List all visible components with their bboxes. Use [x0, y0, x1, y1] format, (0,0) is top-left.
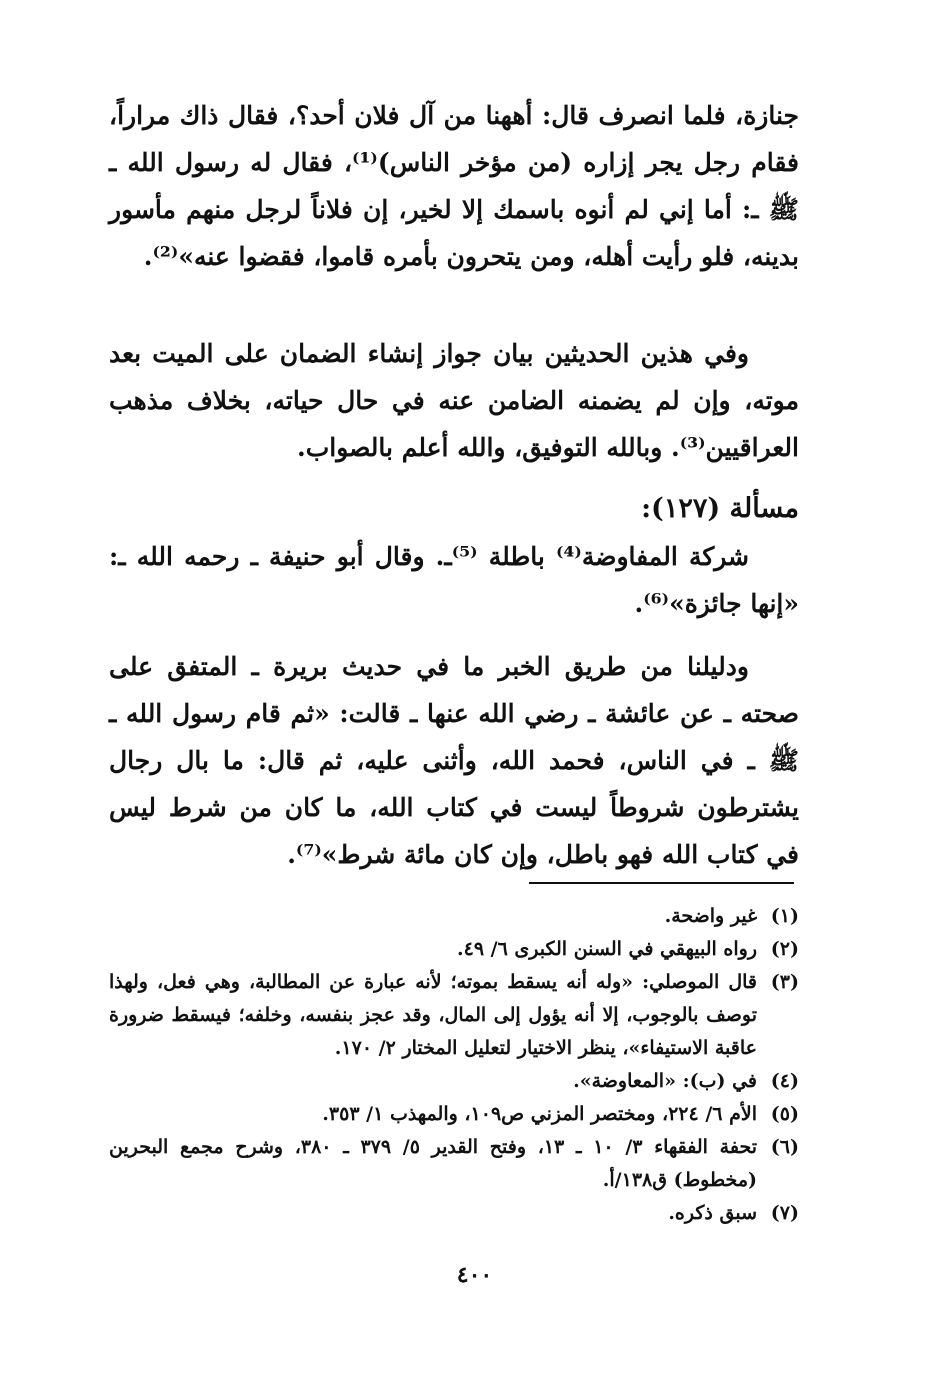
paragraph-commentary: وفي هذين الحديثين بيان جواز إنشاء الضمان على الميت بعد موته، وإن لم يضمنه الضامن عنه في حال حياته، بخلاف مذهب العراقيين⁽³⁾. وبالله التوفيق، والله أعلم بالصواب. [109, 339, 799, 462]
footnote-item [109, 1131, 799, 1197]
footnote-item [109, 1197, 799, 1230]
footnote-item [109, 966, 799, 1065]
footnote-number: (٢) [770, 938, 799, 960]
paragraph-hadith-continuation: جنازة، فلما انصرف قال: أههنا من آل فلان أحد؟، فقال ذاك مراراً، فقام رجل يجر إزاره (من مؤخر الناس)⁽¹⁾، فقال له رسول الله ـ ﷺ ـ: أما إني لم أنوه باسمك إلا لخير، إن فلاناً لرجل منهم مأسور بدينه، فلو رأيت أهله، ومن يتحرون بأمره قاموا، فقضوا عنه»⁽²⁾. [109, 101, 799, 271]
page-number: ٤٠٠ [456, 1262, 493, 1288]
footnote-number: (٣) [770, 971, 799, 993]
footnote-text: تحفة الفقهاء ٣/ ١٠ ـ ١٣، وفتح القدير ٥/ ٣٧٩ ـ ٣٨٠، وشرح مجمع البحرين (مخطوط) ق١٣٨/أ. [109, 1136, 758, 1191]
footnote-number: (٦) [770, 1136, 799, 1158]
footnote-text: رواه البيهقي في السنن الكبرى ٦/ ٤٩. [456, 938, 757, 960]
paragraph-evidence: ودليلنا من طريق الخبر ما في حديث بريرة ـ المتفق على صحته ـ عن عائشة ـ رضي الله عنها ـ قالت: «ثم قام رسول الله ـ ﷺ ـ في الناس، فحمد الله، وأثنى عليه، ثم قال: ما بال رجال يشترطون شروطاً ليست في كتاب الله، ما كان من شرط ليس في كتاب الله فهو باطل، وإن كان مائة شرط»⁽⁷⁾. [109, 652, 799, 869]
footnote-text: في (ب): «المعاوضة». [573, 1070, 757, 1092]
footnote-number: (٤) [770, 1070, 799, 1092]
footnote-number: (٧) [770, 1202, 799, 1224]
footnote-item [109, 1065, 799, 1098]
footnote-number: (١) [770, 905, 799, 927]
footnote-number: (٥) [770, 1103, 799, 1125]
footnote-text: قال الموصلي: «وله أنه يسقط بموته؛ لأنه عبارة عن المطالبة، وهي فعل، ولهذا توصف بالوجوب، إلا أنه يؤول إلى المال، وقد عجز بنفسه، وخلفه؛ فيسقط ضرورة عاقبة الاستيفاء»، ينظر الاختيار لتعليل المختار ٢/ ١٧٠. [109, 971, 757, 1059]
paragraph-issue-statement: شركة المفاوضة⁽⁴⁾ باطلة ⁽⁵⁾ـ. وقال أبو حنيفة ـ رحمه الله ـ: «إنها جائزة»⁽⁶⁾. [109, 542, 799, 618]
issue-heading: مسألة (١٢٧): [641, 493, 799, 524]
footnote-item [109, 1098, 799, 1131]
footnote-text: سبق ذكره. [668, 1202, 757, 1224]
footnote-text: الأم ٦/ ٢٢٤، ومختصر المزني ص١٠٩، والمهذب ١/ ٣٥٣. [322, 1103, 757, 1125]
footnote-item [109, 900, 799, 933]
footnotes-list [109, 900, 799, 1230]
footnote-item [109, 933, 799, 966]
footnote-separator [529, 882, 794, 884]
footnote-text: غير واضحة. [664, 905, 757, 927]
